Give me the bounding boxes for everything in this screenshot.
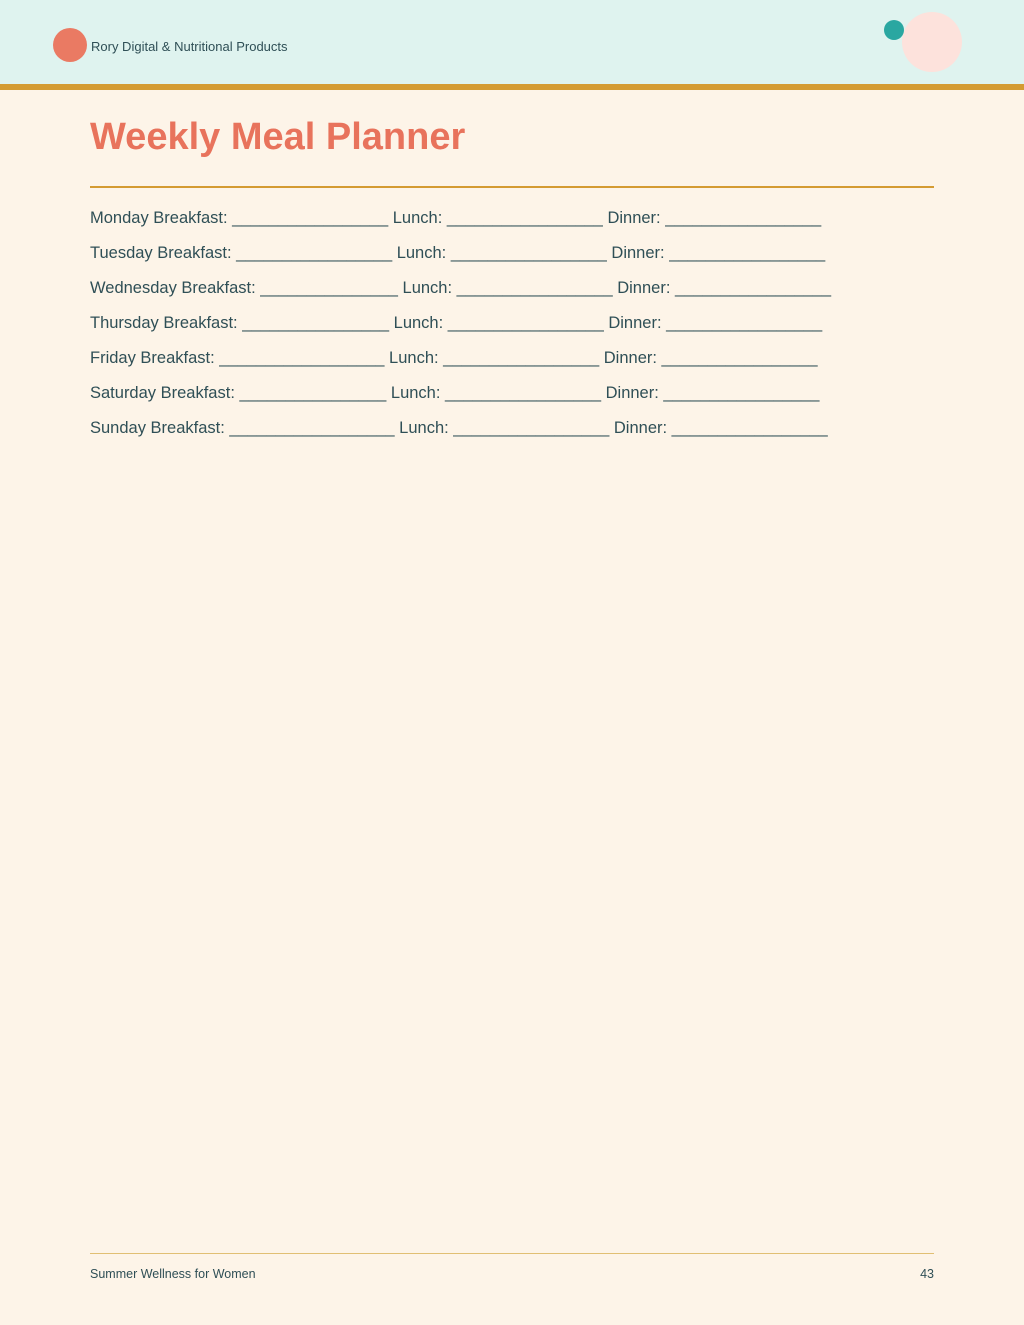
page-title: Weekly Meal Planner [90,116,466,158]
footer-book-title: Summer Wellness for Women [90,1267,256,1281]
decorative-small-circle-icon [884,20,904,40]
page-header [0,0,1024,84]
header-divider [0,84,1024,90]
meal-row-saturday: Saturday Breakfast: ________________ Lunch: _________________ Dinner: _________________ [90,384,820,402]
logo-dot-icon [53,28,87,62]
meal-row-friday: Friday Breakfast: __________________ Lunch: _________________ Dinner: _________________ [90,349,818,367]
meal-row-sunday: Sunday Breakfast: __________________ Lunch: _________________ Dinner: _________________ [90,419,828,437]
decorative-large-circle-icon [902,12,962,72]
title-divider [90,186,934,188]
meal-planner-list [90,208,950,453]
meal-row-thursday: Thursday Breakfast: ________________ Lunch: _________________ Dinner: _________________ [90,314,823,332]
footer-divider [90,1253,934,1254]
meal-row-monday: Monday Breakfast: _________________ Lunch: _________________ Dinner: _________________ [90,209,822,227]
meal-row-tuesday: Tuesday Breakfast: _________________ Lunch: _________________ Dinner: _________________ [90,244,826,262]
brand-name: Rory Digital & Nutritional Products [91,39,288,54]
meal-row-wednesday: Wednesday Breakfast: _______________ Lunch: _________________ Dinner: _________________ [90,279,832,297]
page-number: 43 [920,1267,934,1281]
